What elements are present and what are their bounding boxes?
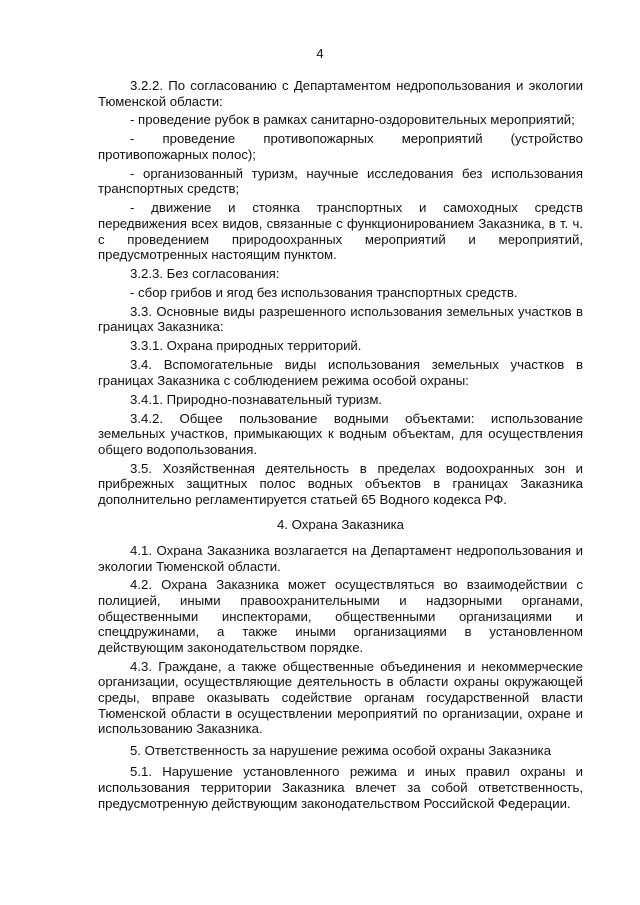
paragraph-3-2-2: 3.2.2. По согласованию с Департаментом недропользования и экологии Тюменской области:: [98, 78, 583, 109]
paragraph-4-3: 4.3. Граждане, а также общественные объединения и некоммерческие организации, осуществляющие деятельность в области охраны окружающей среды, вправе оказывать содействие органам государственной власти Тюменской области в осуществлении мероприятий по организации, охране и использованию Заказника.: [98, 658, 583, 737]
paragraph-3-4-2: 3.4.2. Общее пользование водными объектами: использование земельных участков, примыкающих к водным объектам, для осуществления общего водопользования.: [98, 410, 583, 457]
section-5-heading: 5. Ответственность за нарушение режима особой охраны Заказника: [129, 742, 552, 758]
paragraph-3-3: 3.3. Основные виды разрешенного использования земельных участков в границах Заказника:: [98, 303, 583, 335]
list-item-mushroom-berry-picking: - сбор грибов и ягод без использования транспортных средств.: [130, 284, 518, 300]
paragraph-3-4-1: 3.4.1. Природно-познавательный туризм.: [130, 391, 383, 407]
list-item-vehicle-movement: - движение и стоянка транспортных и самоходных средств передвижения всех видов, связанные с функционированием Заказника, в т. ч. с проведением природоохранных мероприятий и мероприятий, предусмотренных настоящим пунктом.: [98, 200, 583, 263]
section-4-heading: 4. Охрана Заказника: [277, 517, 404, 533]
paragraph-5-1: 5.1. Нарушение установленного режима и иных правил охраны и использования территории Заказника влечет за собой ответственность, предусмотренную действующим законодательством Российской Федерации.: [98, 764, 583, 811]
list-item-sanitary-felling: - проведение рубок в рамках санитарно-оздоровительных мероприятий;: [130, 112, 575, 128]
paragraph-4-2: 4.2. Охрана Заказника может осуществляться во взаимодействии с полицией, иными правоохранительными и надзорными органами, общественными инспекторами, общественными организациями и спецдружинами, а также иными организациями в установленном действующим законодательством порядке.: [98, 577, 583, 655]
page-number: 4: [316, 46, 324, 61]
document-body: [98, 78, 583, 814]
paragraph-3-3-1: 3.3.1. Охрана природных территорий.: [130, 338, 362, 354]
paragraph-3-4: 3.4. Вспомогательные виды использования земельных участков в границах Заказника с соблюдением режима особой охраны:: [98, 357, 583, 388]
list-item-organized-tourism: - организованный туризм, научные исследования без использования транспортных средств;: [98, 165, 583, 197]
paragraph-3-2-3: 3.2.3. Без согласования:: [130, 266, 280, 282]
list-item-fire-prevention: - проведение противопожарных мероприятий (устройство противопожарных полос);: [98, 131, 583, 162]
paragraph-4-1: 4.1. Охрана Заказника возлагается на Департамент недропользования и экологии Тюменской области.: [98, 543, 583, 574]
paragraph-3-5: 3.5. Хозяйственная деятельность в пределах водоохранных зон и прибрежных защитных полос водных объектов в границах Заказника дополнительно регламентируется статьей 65 Водного кодекса РФ.: [98, 460, 583, 507]
